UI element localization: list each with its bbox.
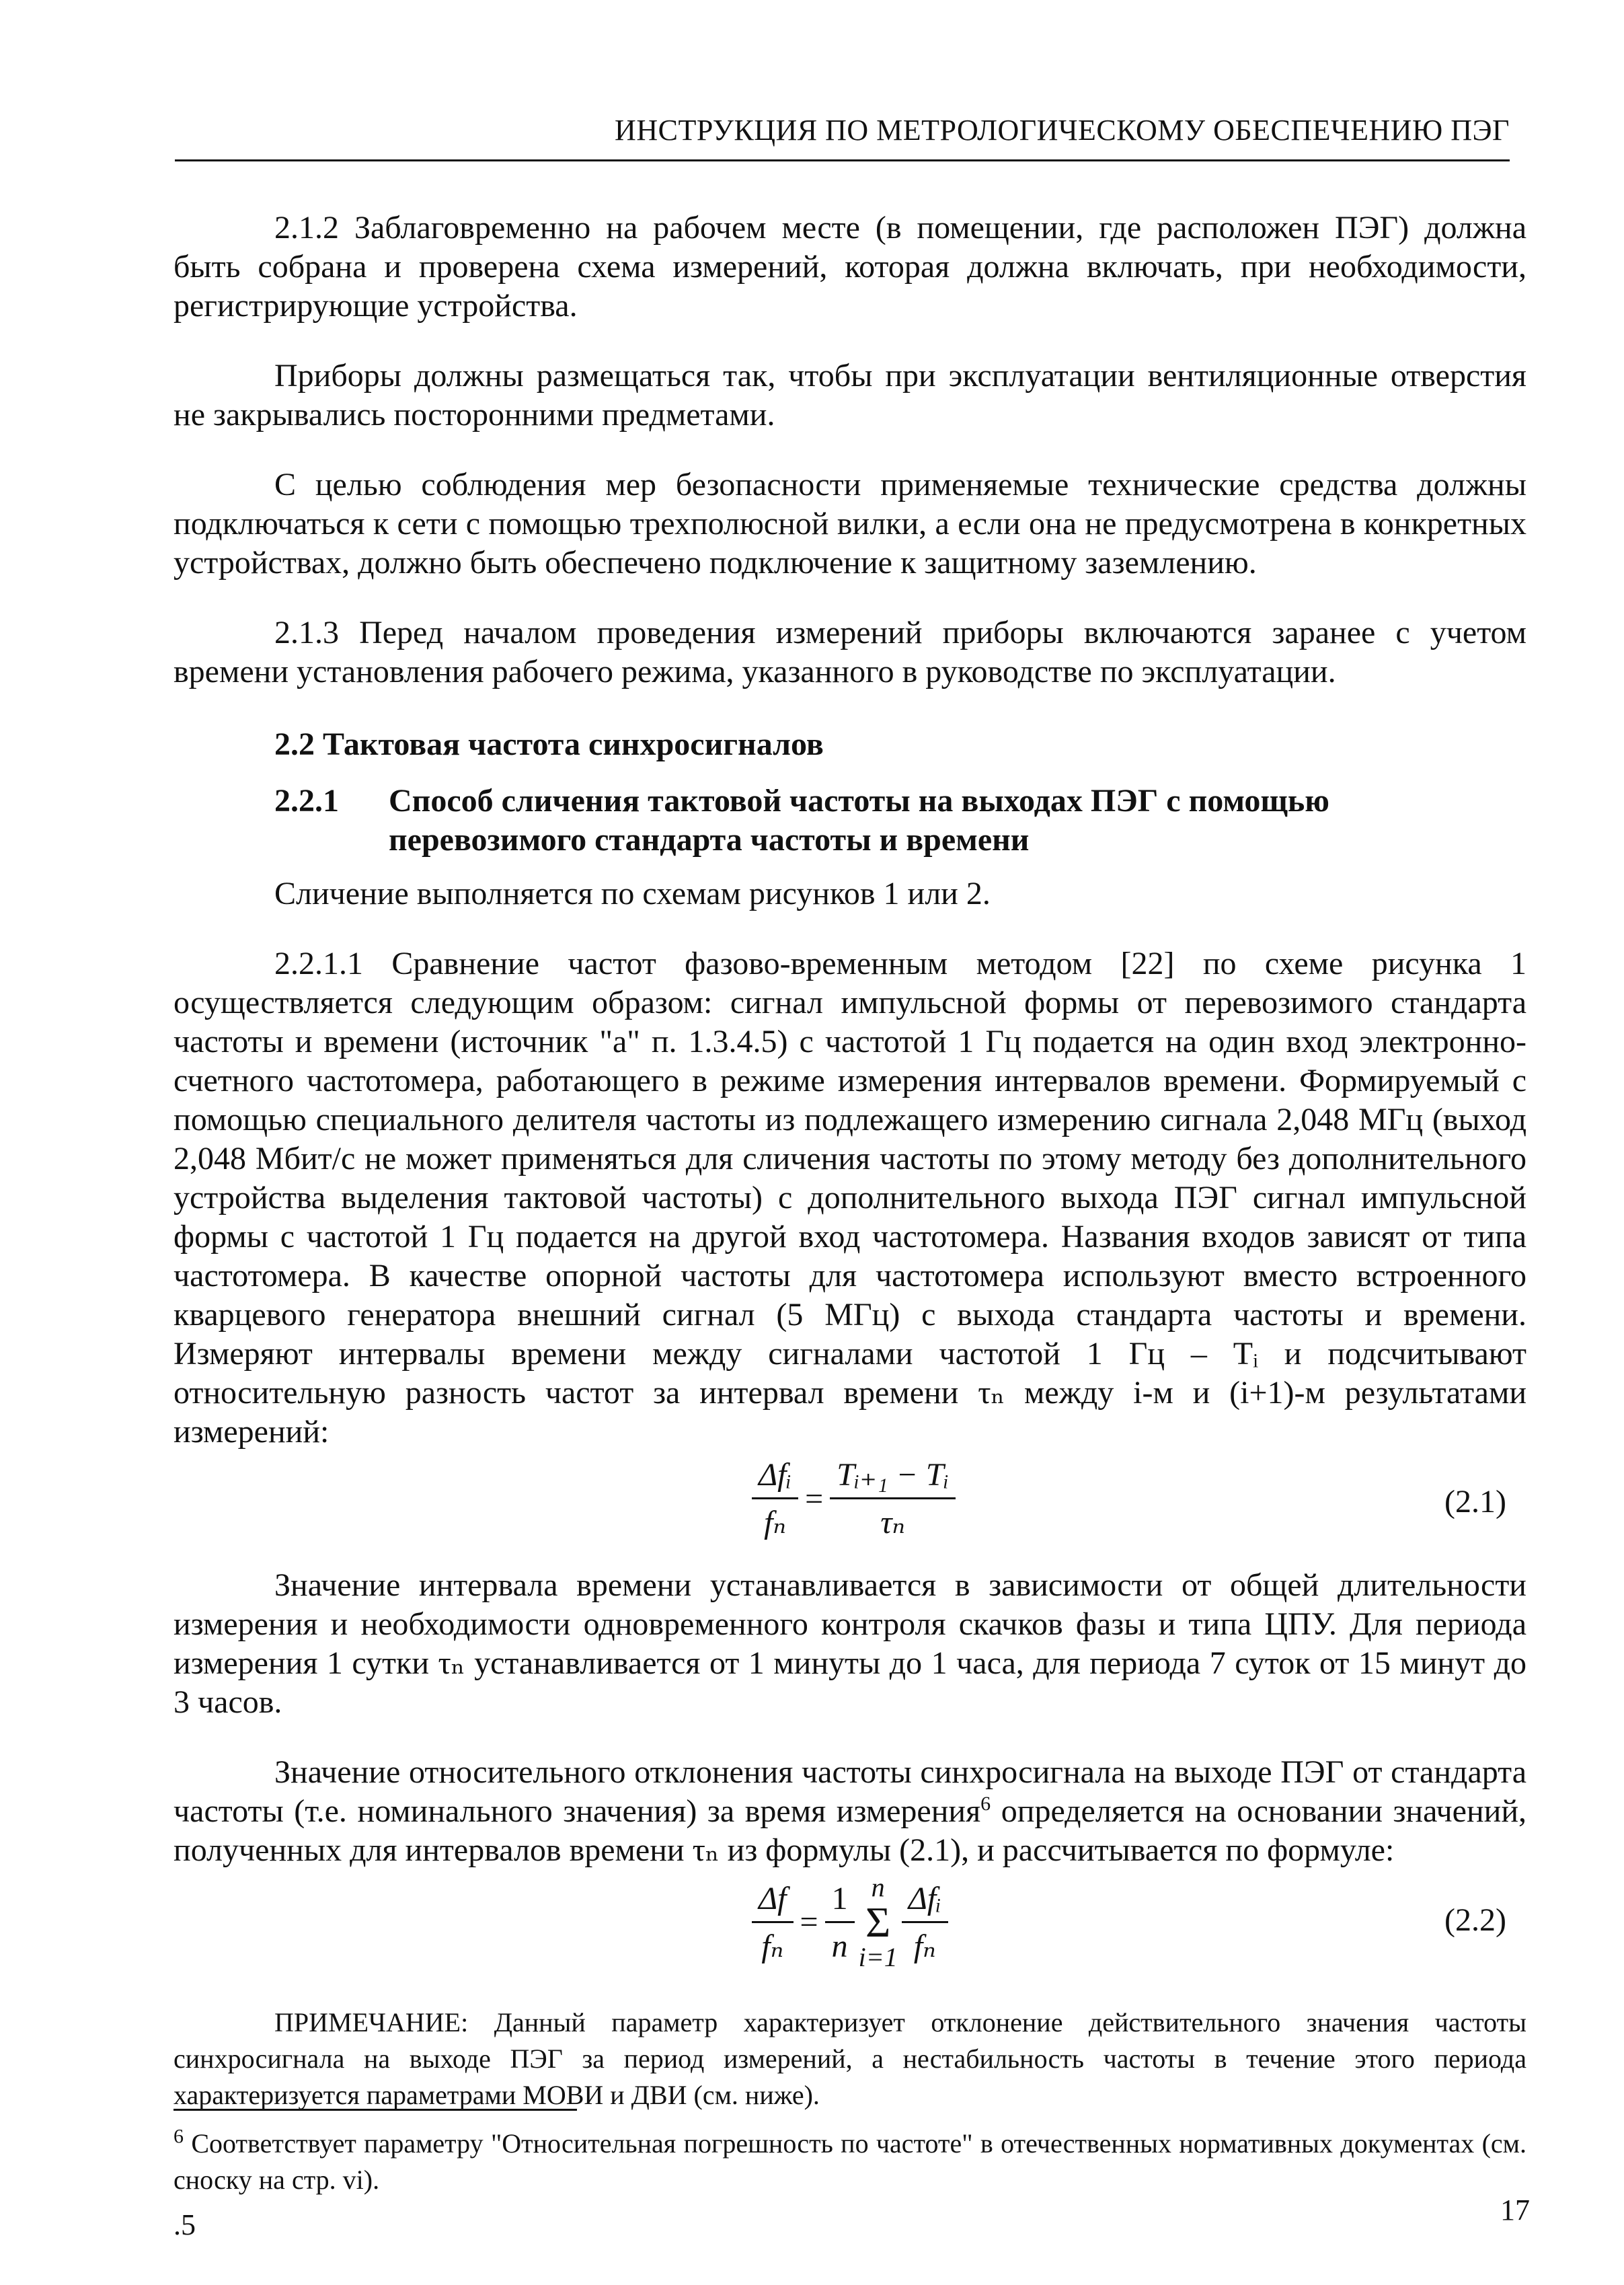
sigma-symbol: Σ xyxy=(865,1898,891,1946)
formula-2-2-coef-denominator: n xyxy=(831,1928,848,1964)
formula-2-2-lhs xyxy=(752,1879,794,1966)
formula-2-1 xyxy=(173,1456,1526,1557)
formula-2-1-equals: = xyxy=(805,1481,824,1517)
formula-2-2-lhs-denominator: fₙ xyxy=(761,1928,784,1964)
subsection-number: 2.2.1 xyxy=(274,783,339,819)
formula-2-2-lhs-numerator: Δf xyxy=(752,1879,794,1923)
paragraph-safety: С целью соблюдения мер безопасности применяемые технические средства должны подключаться к сети с помощью трехполюсной вилки, а если она не предусмотрена в конкретных устройствах, должно быть обеспечено подключение к защитному заземлению. xyxy=(173,467,1526,580)
formula-2-1-rhs-numerator: Tᵢ₊₁ − Tᵢ xyxy=(830,1456,956,1499)
paragraph-relative-deviation xyxy=(173,1753,1526,1870)
footnote xyxy=(173,2126,1526,2198)
footer-left-mark: .5 xyxy=(173,2208,196,2241)
formula-2-2-rhs-denominator: fₙ xyxy=(913,1928,936,1964)
formula-2-1-lhs xyxy=(752,1456,798,1542)
formula-2-2-coef-numerator: 1 xyxy=(825,1879,855,1923)
formula-2-1-label: (2.1) xyxy=(1444,1484,1506,1520)
formula-2-2-summation xyxy=(859,1874,898,1971)
section-heading-2-2: 2.2 Тактовая частота синхросигналов xyxy=(274,726,824,762)
formula-2-2-rhs-numerator: Δfᵢ xyxy=(902,1879,948,1923)
paragraph-relative-part-b: определяется на основании значений, полученных для интервалов времени τₙ из формулы (2.1), и рассчитывается по формуле: xyxy=(173,1793,1527,1868)
paragraph-interval: Значение интервала времени устанавливается в зависимости от общей длительности измерения и необходимости одновременного контроля скачков фазы и типа ЦПУ. Для периода измерения 1 сутки τₙ устанавливается от 1 минуты до 1 часа, для периода 7 суток от 15 минут до 3 часов. xyxy=(173,1567,1526,1720)
paragraph-schemes: Сличение выполняется по схемам рисунков 1 или 2. xyxy=(274,876,991,911)
formula-2-2 xyxy=(173,1874,1526,1982)
page-number: 17 xyxy=(1500,2194,1530,2226)
subsection-title: Способ сличения тактовой частоты на выходах ПЭГ с помощью перевозимого стандарта частоты и времени xyxy=(389,783,1329,858)
paragraph-2-2-1-1: 2.2.1.1 Сравнение частот фазово-временным методом [22] по схеме рисунка 1 осуществляется следующим образом: сигнал импульсной формы от перевозимого стандарта частоты и времени (источник "а" п. 1.3.4.5) с частотой 1 Гц подается на один вход электронно-счетного частотомера, работающего в режиме измерения интервалов времени. Формируемый с помощью специального делителя частоты из подлежащего измерению сигнала 2,048 МГц (выход 2,048 Мбит/с не может применяться для сличения частоты по этому методу без дополнительного устройства выделения тактовой частоты) с дополнительного выхода ПЭГ сигнал импульсной формы с частотой 1 Гц подается на другой вход частотомера. Названия входов зависят от типа частотомера. В качестве опорной частоты для частотомера используют вместо встроенного кварцевого генератора внешний сигнал (5 МГц) с выхода стандарта частоты и времени. Измеряют интервалы времени между сигналами частотой 1 Гц – Tᵢ и подсчитывают относительную разность частот за интервал времени τₙ между i-м и (i+1)-м результатами измерений: xyxy=(173,946,1527,1450)
formula-2-1-rhs xyxy=(830,1456,956,1542)
subsection-heading-2-2-1 xyxy=(173,782,1526,860)
footnote-text: Соответствует параметру "Относительная погрешность по частоте" в отечественных нормативных документах (см. сноску на стр. vi). xyxy=(173,2128,1526,2195)
paragraph-relative-part-a: Значение относительного отклонения частоты синхросигнала на выходе ПЭГ от стандарта частоты (т.е. номинального значения) за время измерения xyxy=(173,1754,1526,1829)
formula-2-2-equals: = xyxy=(800,1904,818,1940)
footnote-divider xyxy=(173,2109,577,2111)
formula-2-1-lhs-numerator: Δfᵢ xyxy=(752,1456,798,1499)
sum-upper-limit: n xyxy=(871,1872,885,1902)
formula-2-2-coefficient xyxy=(825,1879,855,1966)
paragraph-2-1-2: 2.1.2 Заблаговременно на рабочем месте (в помещении, где расположен ПЭГ) должна быть собрана и проверена схема измерений, которая должна включать, при необходимости, регистрирующие устройства. xyxy=(173,210,1526,324)
formula-2-1-lhs-denominator: fₙ xyxy=(764,1505,786,1540)
footnote-reference: 6 xyxy=(980,1793,991,1815)
paragraph-instruments: Приборы должны размещаться так, чтобы при эксплуатации вентиляционные отверстия не закрывались посторонними предметами. xyxy=(173,358,1526,433)
paragraph-2-1-3: 2.1.3 Перед началом проведения измерений приборы включаются заранее с учетом времени установления рабочего режима, указанного в руководстве по эксплуатации. xyxy=(173,615,1526,689)
footnote-mark: 6 xyxy=(173,2125,184,2148)
formula-2-2-label: (2.2) xyxy=(1444,1902,1506,1938)
formula-2-1-expression xyxy=(752,1456,956,1542)
formula-2-1-rhs-denominator: τₙ xyxy=(880,1505,905,1540)
note-paragraph: ПРИМЕЧАНИЕ: Данный параметр характеризует отклонение действительного значения частоты синхросигнала на выходе ПЭГ за период измерений, а нестабильность частоты в течение этого периода характеризуется параметрами МОВИ и ДВИ (см. ниже). xyxy=(173,2007,1526,2110)
sum-lower-limit: i=1 xyxy=(858,1942,898,1972)
formula-2-2-expression xyxy=(752,1874,948,1971)
document-body xyxy=(173,209,1526,2113)
running-header: ИНСТРУКЦИЯ ПО МЕТРОЛОГИЧЕСКОМУ ОБЕСПЕЧЕНИЮ ПЭГ xyxy=(175,113,1510,161)
formula-2-2-rhs xyxy=(902,1879,948,1966)
